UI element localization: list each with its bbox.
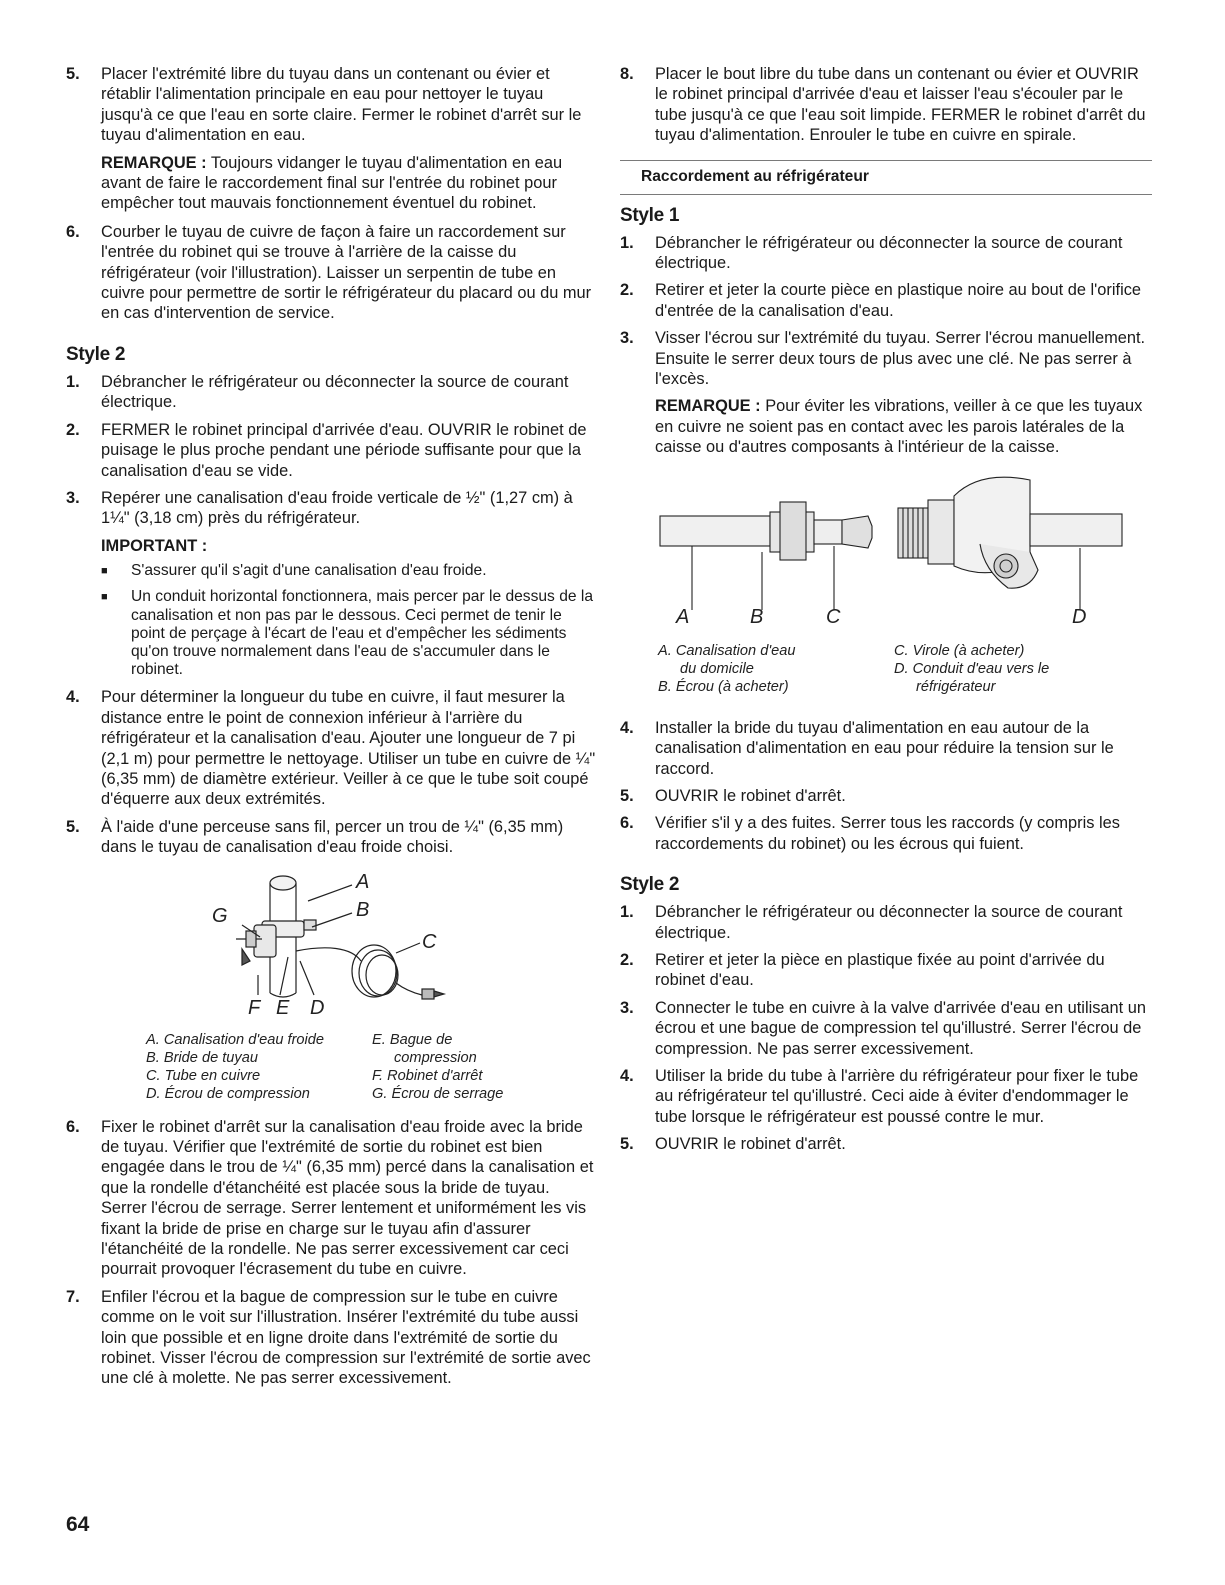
step-3 [620,328,1152,389]
fitting-figure [620,470,1152,630]
step-number: 6. [66,222,80,241]
heading-style-2: Style 2 [620,874,680,896]
bullet-text: S'assurer qu'il s'agit d'une canalisation d'eau froide. [131,562,487,580]
step-text: OUVRIR le robinet d'arrêt. [655,1135,846,1154]
step-1 [620,233,1152,274]
note-text: Toujours vidanger le tuyau d'alimentation en eau avant de faire le raccordement final sur l'entrée du robinet pour empêcher tout mauvais fonctionnement éventuel du robinet. [101,153,563,213]
step-4 [620,1066,1152,1127]
square-bullet-icon: ■ [101,591,108,604]
caption-g: G. Écrou de serrage [372,1085,504,1102]
step-text: Retirer et jeter la pièce en plastique fixée au point d'arrivée du robinet d'eau. [655,950,1105,990]
figure-label-b: B [750,605,764,628]
step-3 [620,998,1152,1059]
step-text: Courber le tuyau de cuivre de façon à faire un raccordement sur l'entrée du robinet qui se trouve à l'arrière de la caisse du réfrigérateur (voir l'illustration). Laisser un serpentin de tube en cuivre pour permettre de sortir le réfrigérateur du placard ou du mur en cas d'intervention de service. [101,222,592,323]
fitting-figure-caption [658,642,1152,696]
step-5-flush [66,64,598,146]
step-text: Retirer et jeter la courte pièce en plastique noire au bout de l'orifice d'entrée de la canalisation d'eau. [655,281,1142,320]
caption-col-1 [658,642,894,696]
step-5 [620,786,1152,806]
note-label: REMARQUE : [101,153,207,172]
step-text: Débrancher le réfrigérateur ou déconnecter la source de courant électrique. [101,372,569,412]
figure-label-c: C [422,930,437,953]
step-number: 2. [620,281,634,300]
step-7-compression [66,1287,598,1389]
caption-c: C. Virole (à acheter) [894,642,1025,659]
step-text: Installer la bride du tuyau d'alimentation en eau autour de la canalisation d'alimentation en eau pour réduire la tension sur le raccord. [655,718,1114,778]
important-label: IMPORTANT : [101,536,208,555]
step-number: 5. [620,786,634,805]
caption-e: E. Bague de [372,1031,453,1048]
left-column [66,64,598,1396]
figure-label-e: E [276,996,290,1019]
step-number: 2. [620,950,634,969]
figure-label-g: G [212,904,228,927]
step-number: 4. [620,718,634,737]
valve-figure-caption [146,1031,598,1103]
caption-a: A. Canalisation d'eau froide [146,1031,325,1048]
step-text: Placer l'extrémité libre du tuyau dans un contenant ou évier et rétablir l'alimentation principale en eau pour nettoyer le tuyau jusqu'à ce que l'eau en sorte claire. Fermer le robinet d'arrêt sur le tuyau d'alimentation en eau. [101,65,582,145]
right-column [620,64,1152,1162]
step-number: 5. [620,1135,634,1154]
step-text: Débrancher le réfrigérateur ou déconnecter la source de courant électrique. [655,903,1123,942]
step-number: 5. [66,817,80,836]
section-heading: Raccordement au réfrigérateur [620,160,1152,195]
step-number: 5. [66,65,80,83]
caption-b: B. Bride de tuyau [146,1049,258,1066]
step-text: Utiliser la bride du tube à l'arrière du réfrigérateur pour fixer le tube au réfrigérateur tel qu'illustré. Ceci aide à éviter d'endommager le tube lorsque le réfrigérateur est poussé contre le mur. [655,1066,1139,1126]
step-number: 4. [620,1066,634,1085]
step-number: 1. [66,372,80,391]
step-1 [620,902,1152,943]
figure-label-c: C [826,605,841,628]
bullet-item [101,562,598,580]
heading-style-1: Style 1 [620,204,680,226]
step-number: 6. [620,814,634,833]
step-text: Placer le bout libre du tube dans un contenant ou évier et OUVRIR le robinet principal d'arrivée d'eau et laisser l'eau s'écouler par le tube jusqu'à ce que l'eau soit limpide. FERMER le robinet d'arrêt du tuyau d'alimentation. Enrouler le tube en cuivre en spirale. [655,65,1146,145]
caption-col-1 [146,1031,372,1103]
shutoff-valve-illustration [66,865,598,1023]
caption-d: D. Écrou de compression [146,1085,310,1102]
figure-label-b: B [356,898,370,921]
step-3 [66,488,598,529]
shutoff-valve-figure [66,865,598,1023]
figure-label-d: D [310,996,325,1019]
step-number: 7. [66,1287,80,1306]
figure-label-a: A [356,870,370,893]
step-4 [620,718,1152,779]
step-6 [620,813,1152,854]
note-text: Pour éviter les vibrations, veiller à ce que les tuyaux en cuivre ne soient pas en contact avec les parois latérales de la caisse ou d'autres composants à l'intérieur de la caisse. [655,397,1143,457]
step-text: Débrancher le réfrigérateur ou déconnecter la source de courant électrique. [655,233,1123,273]
caption-col-2 [372,1031,503,1103]
note-label: REMARQUE : [655,397,761,416]
caption-a-cont: du domicile [680,660,754,677]
step-2 [66,420,598,481]
caption-d-cont: réfrigérateur [916,678,996,695]
step-number: 3. [620,329,634,348]
step-6-fix-valve [66,1117,598,1280]
step-text: Connecter le tube en cuivre à la valve d'arrivée d'eau en utilisant un écrou et une bague de compression tel qu'illustré. Serrer l'écrou de compression. Ne pas serrer excessivement. [655,998,1146,1058]
step-number: 3. [66,488,80,507]
step-text: FERMER le robinet principal d'arrivée d'eau. OUVRIR le robinet de puisage le plus proche pendant une période suffisante pour que la canalisation d'eau se vide. [101,420,587,480]
bullet-item [101,588,598,679]
step-number: 2. [66,420,80,439]
caption-a: A. Canalisation d'eau [658,642,796,659]
page-number: 64 [66,1513,90,1536]
step-text: Pour déterminer la longueur du tube en cuivre, il faut mesurer la distance entre le point de connexion inférieur à l'arrière du réfrigérateur et la canalisation d'eau. Ajouter une longueur de 7 pi (2,1 m) pour permettre le nettoyage. Utiliser un tube en cuivre de ¼" (6,35 mm) de diamètre extérieur. Veiller à ce que le tube soit coupé d'équerre aux deux extrémités. [101,688,596,809]
step-number: 4. [66,688,80,707]
note-flush [101,153,598,214]
step-text: À l'aide d'une perceuse sans fil, percer un trou de ¼" (6,35 mm) dans le tuyau de canalisation d'eau froide choisi. [101,817,564,857]
step-5 [620,1134,1152,1154]
caption-e-cont: compression [394,1049,477,1066]
step-number: 6. [66,1117,80,1136]
step-2 [620,950,1152,991]
step-1 [66,372,598,413]
caption-d: D. Conduit d'eau vers le [894,660,1050,677]
step-text: Repérer une canalisation d'eau froide verticale de ½" (1,27 cm) à 1¼" (3,18 cm) près du réfrigérateur. [101,488,573,528]
bullet-text: Un conduit horizontal fonctionnera, mais percer par le dessus de la canalisation et non pas par le dessous. Ceci permet de tenir le point de perçage à l'écart de l'eau et d'empêcher les sédiments qu'on trouve normalement dans l'eau de s'accumuler dans le robinet. [131,588,594,679]
step-8-flush-tube [620,64,1152,146]
caption-c: C. Tube en cuivre [146,1067,261,1084]
step-6-bend [66,222,598,324]
step-text: Enfiler l'écrou et la bague de compression sur le tube en cuivre comme on le voit sur l'illustration. Insérer l'extrémité du tube aussi loin que possible et en ligne droite dans l'extrémité de sortie du robinet. Visser l'écrou de compression sur l'extrémité de sortie avec une clé à molette. Ne pas serrer excessivement. [101,1287,591,1388]
step-number: 3. [620,998,634,1017]
step-5-drill [66,817,598,858]
step-text: Vérifier s'il y a des fuites. Serrer tous les raccords (y compris les raccordements du robinet) ou les écrous qui fuient. [655,814,1120,853]
figure-label-d: D [1072,605,1087,628]
note-vibrations [655,396,1152,457]
caption-f: F. Robinet d'arrêt [372,1067,483,1084]
step-number: 1. [620,233,634,252]
square-bullet-icon: ■ [101,565,108,578]
step-text: Fixer le robinet d'arrêt sur la canalisation d'eau froide avec la bride de tuyau. Vérifier que l'extrémité de sortie du robinet est bien engagée dans le trou de ¼" (6,35 mm) percé dans la canalisation et que la rondelle d'étanchéité est placée sous la bride de tuyau. Serrer l'écrou de serrage. Serrer lentement et uniformément les vis fixant la bride de prise en charge sur le tuyau afin d'assurer l'étanchéité de la rondelle. Ne pas serrer excessivement car ceci pourrait provoquer l'écrasement du tube en cuivre. [101,1117,594,1279]
step-text: Visser l'écrou sur l'extrémité du tuyau. Serrer l'écrou manuellement. Ensuite le serrer deux tours de plus avec une clé. Ne pas serrer à l'excès. [655,329,1146,389]
heading-style-2: Style 2 [66,343,126,365]
figure-label-a: A [676,605,690,628]
figure-label-f: F [248,996,261,1019]
step-2 [620,280,1152,321]
step-text: OUVRIR le robinet d'arrêt. [655,786,846,805]
step-number: 1. [620,903,634,922]
step-number: 8. [620,65,634,83]
step-4 [66,687,598,809]
caption-col-2 [894,642,1049,696]
caption-b: B. Écrou (à acheter) [658,678,789,695]
